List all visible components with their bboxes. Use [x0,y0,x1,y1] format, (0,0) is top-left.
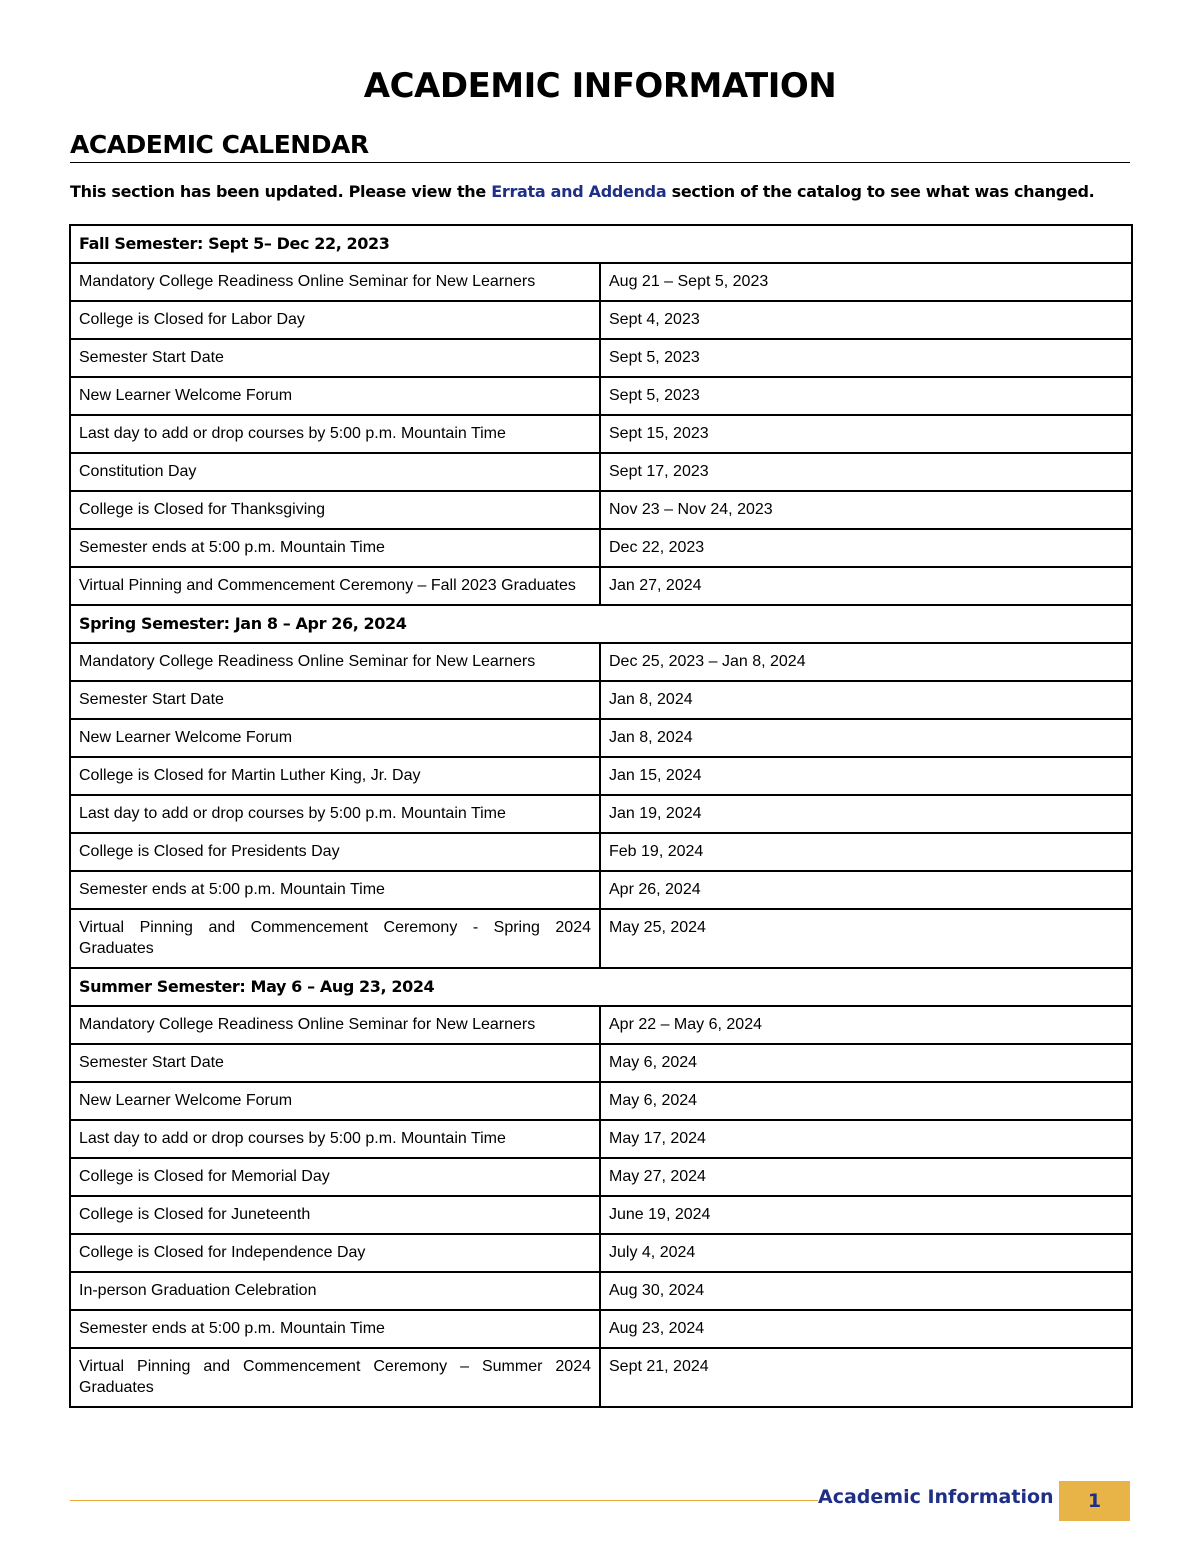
semester-header: Spring Semester: Jan 8 – Apr 26, 2024 [70,605,1132,643]
table-row [70,871,1132,909]
event-cell: Mandatory College Readiness Online Seminar for New Learners [70,263,600,301]
table-row [70,909,1132,968]
date-cell: July 4, 2024 [600,1234,1132,1272]
event-cell: Mandatory College Readiness Online Seminar for New Learners [70,1006,600,1044]
footer-rule [70,1500,818,1501]
event-cell: College is Closed for Memorial Day [70,1158,600,1196]
table-row [70,833,1132,871]
event-cell: Semester ends at 5:00 p.m. Mountain Time [70,529,600,567]
date-cell: Jan 27, 2024 [600,567,1132,605]
date-cell: Nov 23 – Nov 24, 2023 [600,491,1132,529]
table-row [70,339,1132,377]
date-cell: Aug 21 – Sept 5, 2023 [600,263,1132,301]
date-cell: June 19, 2024 [600,1196,1132,1234]
table-row [70,1234,1132,1272]
date-cell: Aug 23, 2024 [600,1310,1132,1348]
event-cell: College is Closed for Martin Luther King, Jr. Day [70,757,600,795]
event-cell: Constitution Day [70,453,600,491]
date-cell: Jan 8, 2024 [600,719,1132,757]
table-row [70,1196,1132,1234]
date-cell: Sept 17, 2023 [600,453,1132,491]
event-cell: Semester Start Date [70,1044,600,1082]
academic-calendar-table [69,224,1133,1408]
event-cell: Last day to add or drop courses by 5:00 p.m. Mountain Time [70,415,600,453]
event-cell: College is Closed for Labor Day [70,301,600,339]
semester-header: Summer Semester: May 6 – Aug 23, 2024 [70,968,1132,1006]
table-row [70,757,1132,795]
event-cell: New Learner Welcome Forum [70,1082,600,1120]
table-row [70,453,1132,491]
semester-header-row [70,968,1132,1006]
table-row [70,681,1132,719]
date-cell: Aug 30, 2024 [600,1272,1132,1310]
notice-prefix: This section has been updated. Please view the [70,182,492,201]
table-row [70,377,1132,415]
date-cell: Sept 21, 2024 [600,1348,1132,1407]
event-cell: Mandatory College Readiness Online Seminar for New Learners [70,643,600,681]
event-cell: Semester Start Date [70,681,600,719]
event-cell: Semester Start Date [70,339,600,377]
table-row [70,301,1132,339]
table-row [70,643,1132,681]
date-cell: Apr 22 – May 6, 2024 [600,1006,1132,1044]
page-title: ACADEMIC INFORMATION [363,66,837,106]
date-cell: May 6, 2024 [600,1082,1132,1120]
table-row [70,795,1132,833]
event-cell: Last day to add or drop courses by 5:00 p.m. Mountain Time [70,795,600,833]
section-title: ACADEMIC CALENDAR [70,130,1130,163]
date-cell: May 17, 2024 [600,1120,1132,1158]
semester-header: Fall Semester: Sept 5– Dec 22, 2023 [70,225,1132,263]
date-cell: Dec 25, 2023 – Jan 8, 2024 [600,643,1132,681]
date-cell: May 6, 2024 [600,1044,1132,1082]
date-cell: Jan 15, 2024 [600,757,1132,795]
table-row [70,415,1132,453]
update-notice [70,182,1130,201]
event-cell: Virtual Pinning and Commencement Ceremony - Spring 2024 Graduates [70,909,600,968]
footer-section-label: Academic Information [818,1486,1054,1508]
table-row [70,1082,1132,1120]
date-cell: May 27, 2024 [600,1158,1132,1196]
event-cell: Semester ends at 5:00 p.m. Mountain Time [70,871,600,909]
errata-addenda-link[interactable]: Errata and Addenda [491,182,667,201]
semester-header-row [70,605,1132,643]
table-row [70,491,1132,529]
footer-page-number: 1 [1059,1481,1130,1521]
date-cell: Sept 4, 2023 [600,301,1132,339]
table-row [70,1348,1132,1407]
date-cell: Apr 26, 2024 [600,871,1132,909]
table-row [70,1310,1132,1348]
event-cell: In-person Graduation Celebration [70,1272,600,1310]
event-cell: College is Closed for Independence Day [70,1234,600,1272]
notice-suffix: section of the catalog to see what was changed. [666,182,1095,201]
table-row [70,1044,1132,1082]
table-row [70,719,1132,757]
table-row [70,567,1132,605]
date-cell: Dec 22, 2023 [600,529,1132,567]
date-cell: Sept 15, 2023 [600,415,1132,453]
date-cell: Feb 19, 2024 [600,833,1132,871]
date-cell: Sept 5, 2023 [600,377,1132,415]
semester-header-row [70,225,1132,263]
date-cell: May 25, 2024 [600,909,1132,968]
event-cell: Virtual Pinning and Commencement Ceremony – Summer 2024 Graduates [70,1348,600,1407]
date-cell: Jan 8, 2024 [600,681,1132,719]
event-cell: Semester ends at 5:00 p.m. Mountain Time [70,1310,600,1348]
table-row [70,263,1132,301]
table-row [70,1120,1132,1158]
table-row [70,1158,1132,1196]
table-row [70,529,1132,567]
event-cell: College is Closed for Juneteenth [70,1196,600,1234]
event-cell: College is Closed for Presidents Day [70,833,600,871]
event-cell: New Learner Welcome Forum [70,719,600,757]
table-row [70,1272,1132,1310]
event-cell: Virtual Pinning and Commencement Ceremony – Fall 2023 Graduates [70,567,600,605]
event-cell: Last day to add or drop courses by 5:00 p.m. Mountain Time [70,1120,600,1158]
event-cell: College is Closed for Thanksgiving [70,491,600,529]
date-cell: Jan 19, 2024 [600,795,1132,833]
date-cell: Sept 5, 2023 [600,339,1132,377]
table-row [70,1006,1132,1044]
event-cell: New Learner Welcome Forum [70,377,600,415]
